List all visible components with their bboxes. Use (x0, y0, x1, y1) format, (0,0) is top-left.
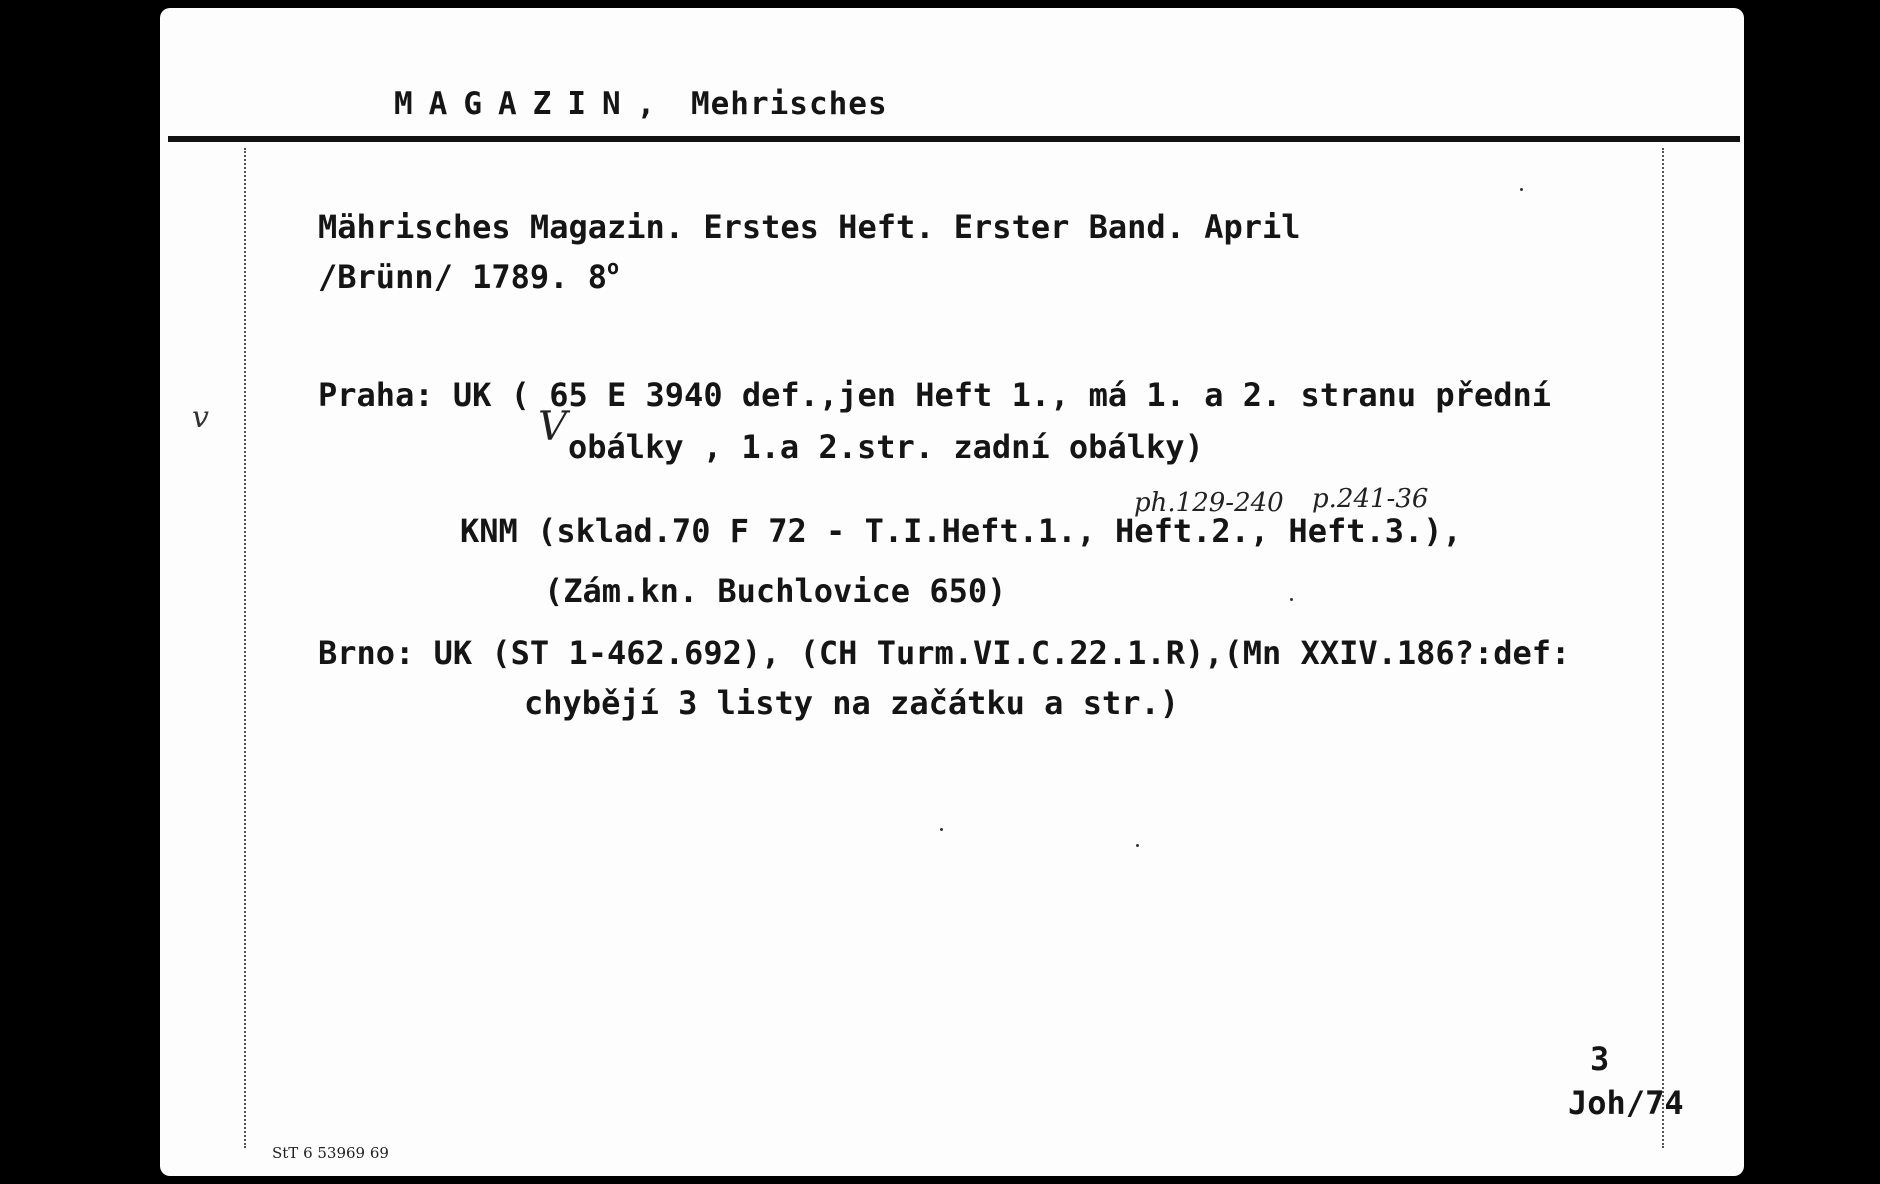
left-margin-line (244, 148, 246, 1148)
brno-line-1: Brno: UK (ST 1-462.692), (CH Turm.VI.C.22.1.R),(Mn XXIV.186?:def: (318, 634, 1571, 672)
margin-check-mark: v (192, 400, 209, 435)
catalog-card (160, 8, 1744, 1176)
speck (1136, 844, 1139, 847)
knm-line-1: KNM (sklad.70 F 72 - T.I.Heft.1., Heft.2., Heft.3.), (460, 512, 1462, 550)
heading-rule (168, 136, 1740, 142)
knm-line-2: (Zám.kn. Buchlovice 650) (544, 572, 1007, 610)
heading-spaced-word: MAGAZIN, (394, 86, 672, 122)
title-line-2-text: /Brünn/ 1789. 8 (318, 258, 607, 296)
handwritten-note-pages-2: p.241-36 (1312, 484, 1429, 514)
title-line-2 (318, 255, 620, 296)
card-heading (394, 86, 888, 122)
heading-rest: Mehrisches (690, 86, 888, 122)
print-code: StT 6 53969 69 (272, 1144, 389, 1162)
right-margin-line (1662, 148, 1664, 1148)
title-line-1: Mährisches Magazin. Erstes Heft. Erster Band. April (318, 208, 1301, 246)
praha-line-2: obálky , 1.a 2.str. zadní obálky) (568, 428, 1204, 466)
card-code: Joh/74 (1568, 1084, 1684, 1122)
format-superscript: o (606, 255, 620, 279)
brno-line-2: chybějí 3 listy na začátku a str.) (524, 684, 1180, 722)
card-number: 3 (1590, 1040, 1610, 1078)
speck (1520, 188, 1523, 191)
praha-line-1: Praha: UK ( 65 E 3940 def.,jen Heft 1., má 1. a 2. stranu přední (318, 376, 1551, 414)
speck (1290, 598, 1293, 601)
handwritten-note-pages-1: ph.129-240 (1134, 488, 1284, 518)
speck (940, 828, 943, 831)
handwritten-tick: V (538, 404, 567, 450)
